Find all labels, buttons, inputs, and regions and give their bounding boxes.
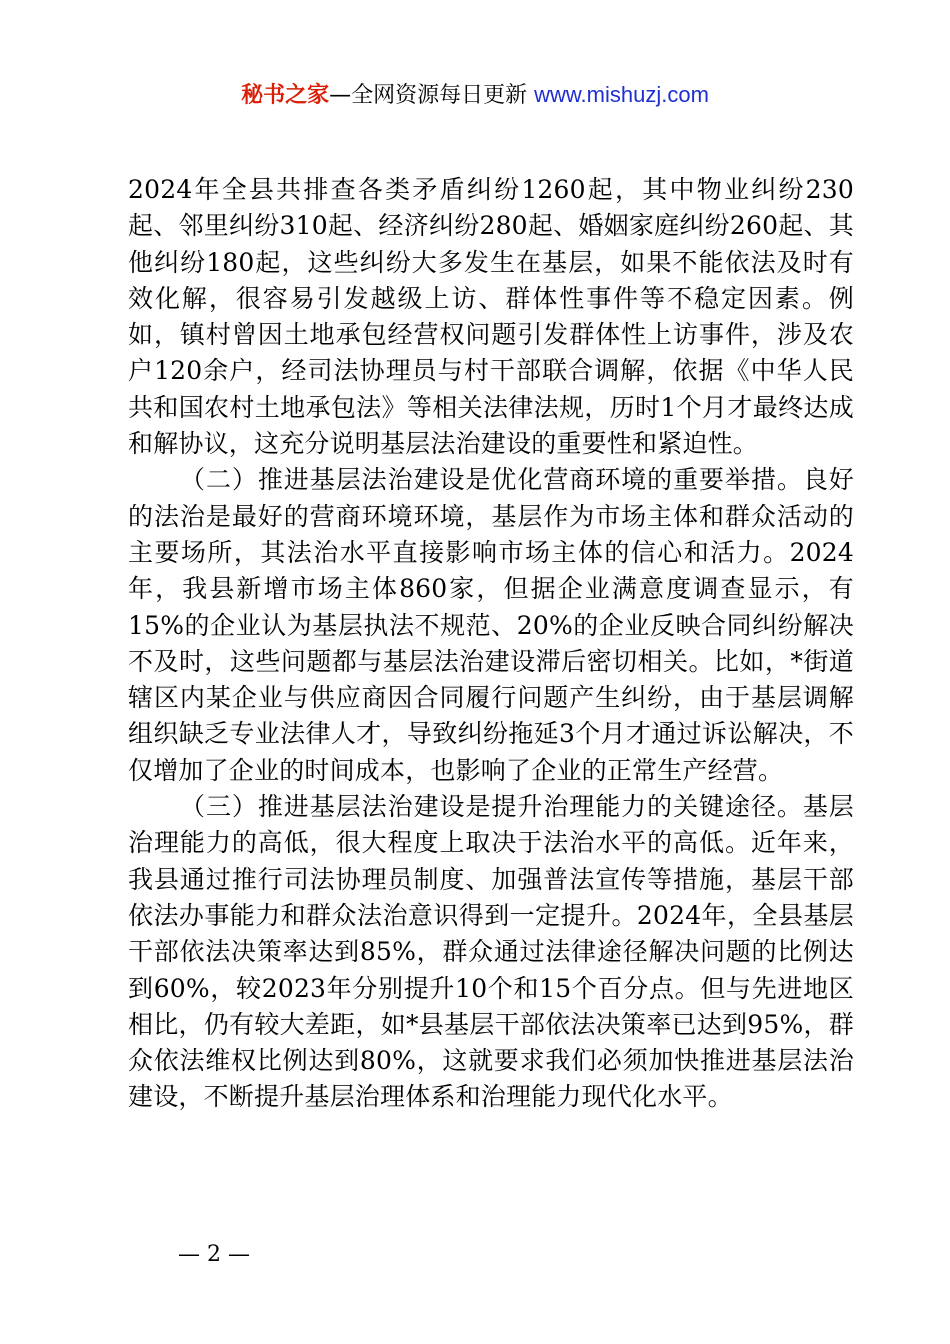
brand-name: 秘书之家 (241, 83, 330, 108)
paragraph-section-3: （三）推进基层法治建设是提升治理能力的关键途径。基层治理能力的高低，很大程度上取决于法治水平的高低。近年来，我县通过推行司法协理员制度、加强普法宣传等措施，基层干部依法办事能力和群众法治意识得到一定提升。2024年，全县基层干部依法决策率达到85%，群众通过法律途径解决问题的比例达到60%，较2023年分别提升10个和15个百分点。但与先进地区相比，仍有较大差距，如*县基层干部依法决策率已达到95%，群众依法维权比例达到80%，这就要求我们必须加快推进基层法治建设，不断提升基层治理体系和治理能力现代化水平。 (128, 792, 854, 1112)
header-tagline: —全网资源每日更新 (329, 83, 535, 108)
document-body (128, 172, 854, 1116)
site-url-link[interactable]: www.mishuzj.com (534, 82, 709, 107)
page-number: — 2 — (178, 1242, 250, 1267)
paragraph-section-2: （二）推进基层法治建设是优化营商环境的重要举措。良好的法治是最好的营商环境环境，基层作为市场主体和群众活动的主要场所，其法治水平直接影响市场主体的信心和活力。2024年，我县新增市场主体860家，但据企业满意度调查显示，有15%的企业认为基层执法不规范、20%的企业反映合同纠纷解决不及时，这些问题都与基层法治建设滞后密切相关。比如，*街道辖区内某企业与供应商因合同履行问题产生纠纷，由于基层调解组织缺乏专业法律人才，导致纠纷拖延3个月才通过诉讼解决，不仅增加了企业的时间成本，也影响了企业的正常生产经营。 (128, 465, 854, 785)
paragraph-continued: 2024年全县共排查各类矛盾纠纷1260起，其中物业纠纷230起、邻里纠纷310起、经济纠纷280起、婚姻家庭纠纷260起、其他纠纷180起，这些纠纷大多发生在基层，如果不能依法及时有效化解，很容易引发越级上访、群体性事件等不稳定因素。例如，镇村曾因土地承包经营权问题引发群体性上访事件，涉及农户120余户，经司法协理员与村干部联合调解，依据《中华人民共和国农村土地承包法》等相关法律法规，历时1个月才最终达成和解协议，这充分说明基层法治建设的重要性和紧迫性。 (128, 175, 854, 459)
site-header (0, 80, 950, 111)
